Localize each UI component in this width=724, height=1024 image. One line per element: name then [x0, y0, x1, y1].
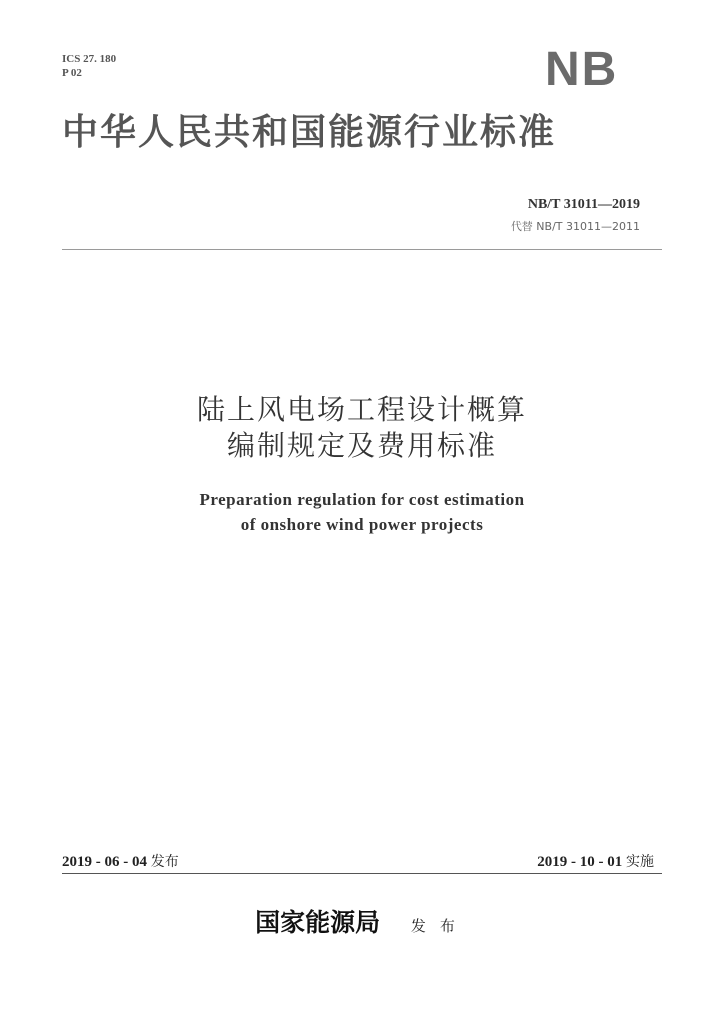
standard-number: NB/T 31011—2019	[527, 197, 640, 212]
nb-logo: NB	[545, 43, 619, 96]
bottom-divider	[62, 873, 662, 874]
title-en-line1: Preparation regulation for cost estimation	[199, 490, 525, 509]
ics-code: ICS 27. 180	[62, 53, 117, 65]
title-en-line2: of onshore wind power projects	[240, 515, 484, 534]
title-cn-line1: 陆上风电场工程设计概算	[196, 393, 527, 426]
implementation-date: 2019 - 10 - 01	[537, 854, 623, 870]
issue-date-block	[62, 851, 179, 871]
title-cn-line2: 编制规定及费用标准	[226, 429, 497, 462]
publisher-action: 发布	[410, 917, 469, 935]
org-standard-title: 中华人民共和国能源行业标准	[62, 111, 557, 153]
implementation-label: 实施	[626, 854, 654, 870]
top-divider	[62, 249, 662, 250]
publisher-name: 国家能源局	[255, 908, 381, 937]
category-code: P 02	[62, 67, 82, 79]
implementation-date-block	[537, 851, 654, 871]
classification-codes	[62, 52, 116, 80]
publisher-block	[0, 903, 724, 939]
issue-label: 发布	[150, 854, 179, 870]
replaces-standard: 代替 NB/T 31011—2011	[510, 220, 640, 233]
issue-date: 2019 - 06 - 04	[62, 854, 147, 870]
